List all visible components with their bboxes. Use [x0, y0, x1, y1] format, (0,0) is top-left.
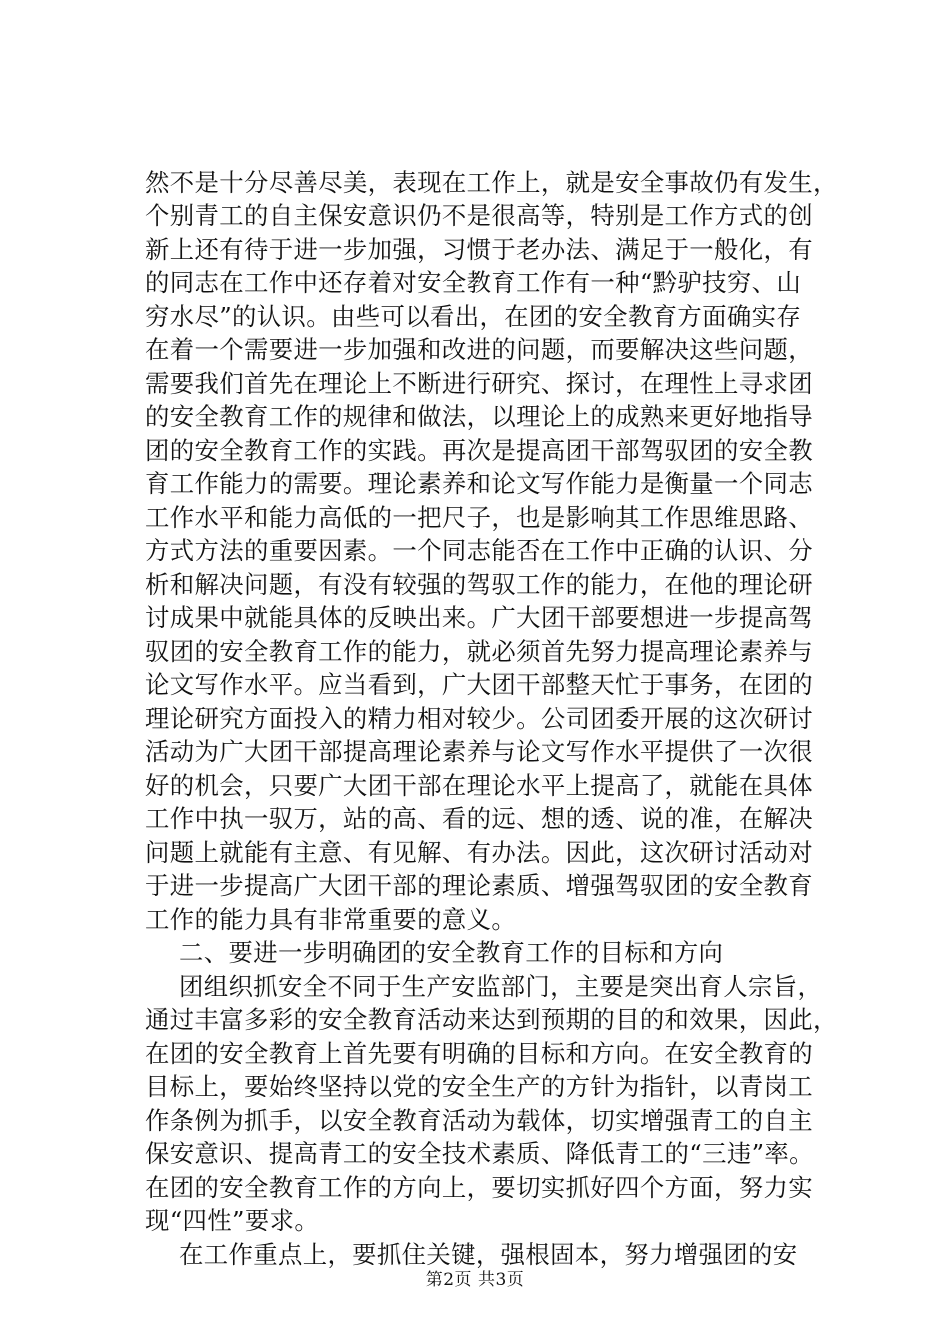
- text-line: 的安全教育工作的规律和做法，以理论上的成熟来更好地指导: [145, 402, 813, 431]
- text-line: 问题上就能有主意、有见解、有办法。因此，这次研讨活动对: [145, 838, 813, 867]
- text-line: 工作中执一驭万，站的高、看的远、想的透、说的准，在解决: [145, 804, 813, 833]
- text-line: 活动为广大团干部提高理论素养与论文写作水平提供了一次很: [145, 737, 813, 766]
- text-line: 讨成果中就能具体的反映出来。广大团干部要想进一步提高驾: [145, 603, 813, 632]
- text-line: 需要我们首先在理论上不断进行研究、探讨，在理性上寻求团: [145, 369, 813, 398]
- text-line: 在着一个需要进一步加强和改进的问题，而要解决这些问题，: [145, 335, 813, 364]
- text-line: 的同志在工作中还存着对安全教育工作有一种“黔驴技穷、山: [145, 268, 802, 297]
- text-line: 论文写作水平。应当看到，广大团干部整天忙于事务，在团的: [145, 670, 813, 699]
- text-line: 保安意识、提高青工的安全技术素质、降低青工的“三违”率。: [145, 1139, 814, 1168]
- text-line: 现“四性”要求。: [145, 1206, 320, 1235]
- text-line: 作条例为抓手，以安全教育活动为载体，切实增强青工的自主: [145, 1106, 813, 1135]
- text-line: 新上还有待于进一步加强，习惯于老办法、满足于一般化，有: [145, 235, 813, 264]
- text-line: 在团的安全教育上首先要有明确的目标和方向。在安全教育的: [145, 1039, 813, 1068]
- text-line: 然不是十分尽善尽美，表现在工作上，就是安全事故仍有发生，: [145, 168, 838, 197]
- text-line: 好的机会，只要广大团干部在理论水平上提高了，就能在具体: [145, 771, 813, 800]
- text-line: 析和解决问题，有没有较强的驾驭工作的能力，在他的理论研: [145, 570, 813, 599]
- text-line: 工作的能力具有非常重要的意义。: [145, 905, 517, 934]
- section-heading: 二、要进一步明确团的安全教育工作的目标和方向: [179, 938, 724, 967]
- text-line: 通过丰富多彩的安全教育活动来达到预期的目的和效果，因此，: [145, 1005, 838, 1034]
- text-line: 目标上，要始终坚持以党的安全生产的方针为指针，以青岗工: [145, 1072, 813, 1101]
- text-line: 个别青工的自主保安意识仍不是很高等，特别是工作方式的创: [145, 201, 813, 230]
- text-line: 穷水尽”的认识。由些可以看出，在团的安全教育方面确实存: [145, 302, 802, 331]
- text-line: 工作水平和能力高低的一把尺子，也是影响其工作思维思路、: [145, 503, 813, 532]
- text-line: 于进一步提高广大团干部的理论素质、增强驾驭团的安全教育: [145, 871, 813, 900]
- text-line: 团的安全教育工作的实践。再次是提高团干部驾驭团的安全教: [145, 436, 813, 465]
- text-line: 育工作能力的需要。理论素养和论文写作能力是衡量一个同志: [145, 469, 813, 498]
- text-line: 方式方法的重要因素。一个同志能否在工作中正确的认识、分: [145, 536, 813, 565]
- text-line: 团组织抓安全不同于生产安监部门，主要是突出育人宗旨，: [179, 972, 823, 1001]
- text-line: 在团的安全教育工作的方向上，要切实抓好四个方面，努力实: [145, 1173, 813, 1202]
- text-line: 理论研究方面投入的精力相对较少。公司团委开展的这次研讨: [145, 704, 813, 733]
- text-line: 在工作重点上，要抓住关键，强根固本，努力增强团的安: [179, 1240, 798, 1269]
- page-number-footer: 第2页 共3页: [425, 1270, 525, 1290]
- text-line: 驭团的安全教育工作的能力，就必须首先努力提高理论素养与: [145, 637, 813, 666]
